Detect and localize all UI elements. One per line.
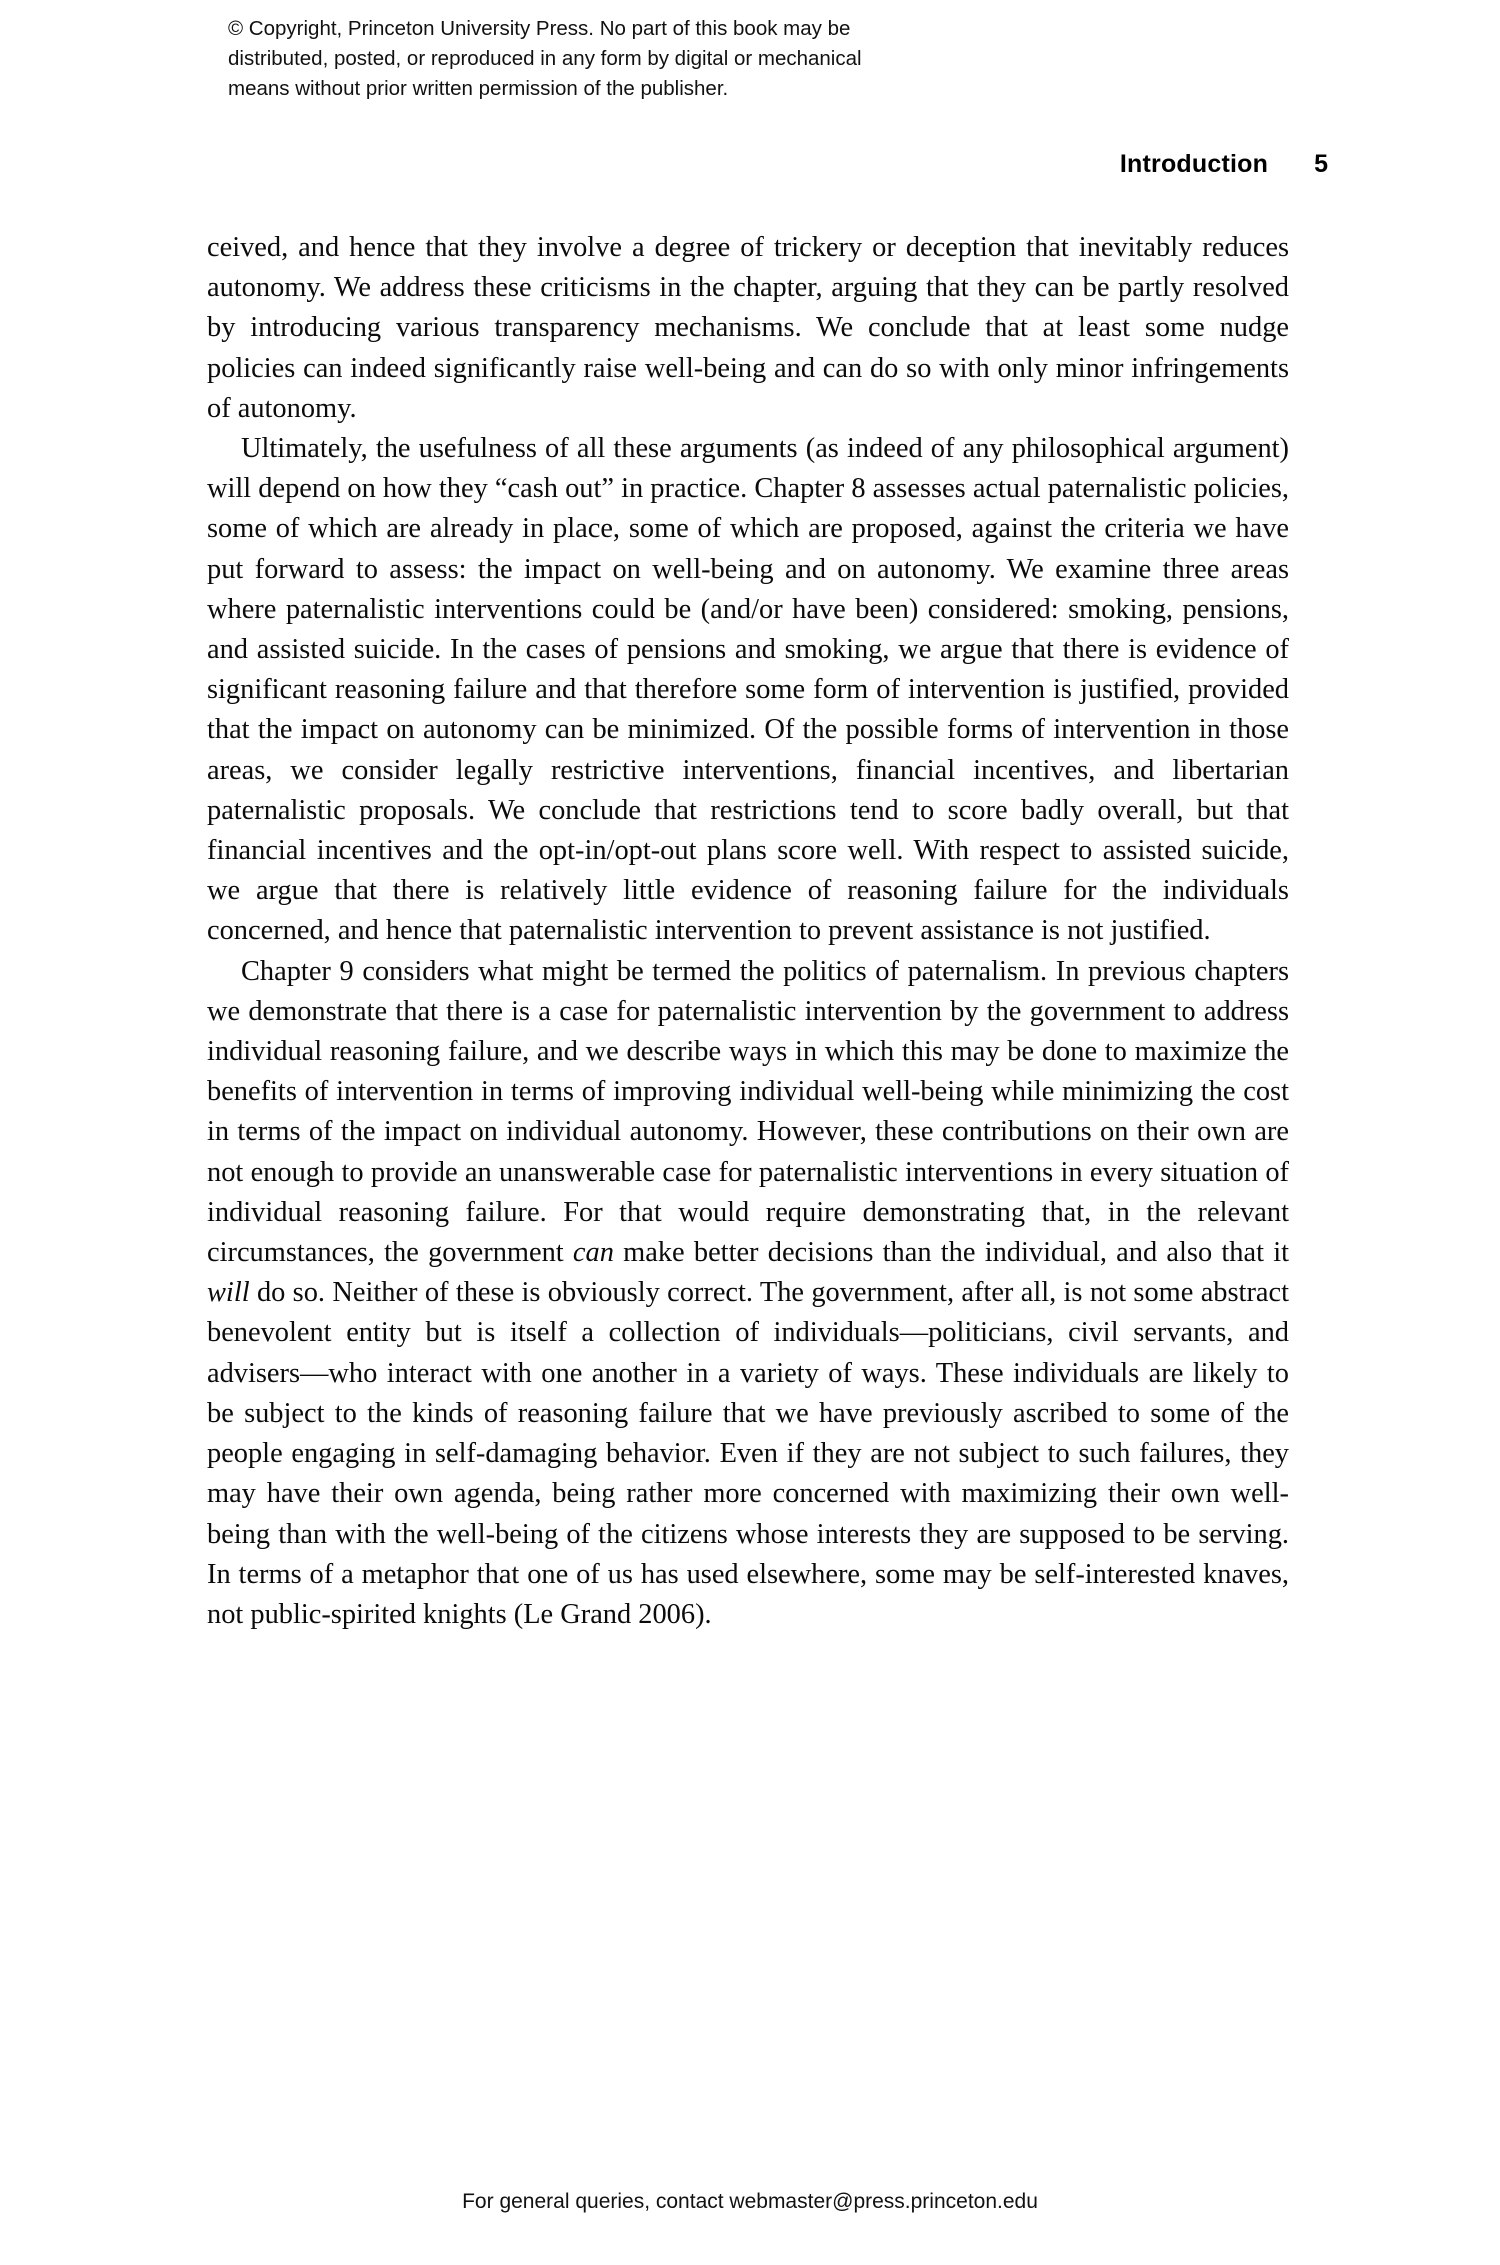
paragraph-continuation: ceived, and hence that they involve a degree of trickery or deception that inevitably reduces autonomy. We address these criticisms in the chapter, arguing that they can be partly resolved by introducing various transparency mechanisms. We conclude that at least some nudge policies can indeed significantly raise well-being and can do so with only minor infringements of autonomy. bbox=[207, 232, 1289, 424]
paragraph-3-segment-b: make better decisions than the individual, and also that it bbox=[613, 1237, 1289, 1269]
running-head-title: Introduction bbox=[1119, 150, 1269, 178]
copyright-notice bbox=[228, 14, 1068, 104]
footer-queries-note: For general queries, contact webmaster@press.princeton.edu bbox=[462, 2190, 1038, 2213]
body-text-column bbox=[207, 228, 1289, 1635]
copyright-line-3: means without prior written permission of the publisher. bbox=[228, 77, 729, 100]
paragraph-ultimately: Ultimately, the usefulness of all these arguments (as indeed of any philosophical argument) will depend on how they “cash out” in practice. Chapter 8 assesses actual paternalistic policies, some of which are already in place, some of which are proposed, against the criteria we have put forward to assess: the impact on well-being and on autonomy. We examine three areas where paternalistic interventions could be (and/or have been) considered: smoking, pensions, and assisted suicide. In the cases of pensions and smoking, we argue that there is evidence of significant reasoning failure and that therefore some form of intervention is justified, provided that the impact on autonomy can be minimized. Of the possible forms of intervention in those areas, we consider legally restrictive interventions, financial incentives, and libertarian paternalistic proposals. We conclude that restrictions tend to score badly overall, but that financial incentives and the opt-in/opt-out plans score well. With respect to assisted suicide, we argue that there is relatively little evidence of reasoning failure for the individuals concerned, and hence that paternalistic intervention to prevent assistance is not justified. bbox=[207, 433, 1289, 947]
paragraph-3-segment-c: do so. Neither of these is obviously correct. The government, after all, is not some abstract benevolent entity but is itself a collection of individuals—politicians, civil servants, and advisers—who interact with one another in a variety of ways. These individuals are likely to be subject to the kinds of reasoning failure that we have previously ascribed to some of the people engaging in self-damaging behavior. Even if they are not subject to such failures, they may have their own agenda, being rather more concerned with maximizing their own well-being than with the well-being of the citizens whose interests they are supposed to be serving. In terms of a metaphor that one of us has used elsewhere, some may be self-interested knaves, not public-spirited knights (Le Grand 2006). bbox=[207, 1277, 1289, 1630]
copyright-line-2: distributed, posted, or reproduced in any form by digital or mechanical bbox=[228, 47, 862, 70]
running-head bbox=[1120, 150, 1328, 179]
paragraph-chapter-nine bbox=[207, 952, 1289, 1635]
page-number: 5 bbox=[1314, 150, 1328, 178]
emphasis-will: will bbox=[207, 1277, 250, 1309]
paragraph-3-segment-a: Chapter 9 considers what might be termed the politics of paternalism. In previous chapters we demonstrate that there is a case for paternalistic intervention by the government to address individual reasoning failure, and we describe ways in which this may be done to maximize the benefits of intervention in terms of improving individual well-being while minimizing the cost in terms of the impact on individual autonomy. However, these contributions on their own are not enough to provide an unanswerable case for paternalistic interventions in every situation of individual reasoning failure. For that would require demonstrating that, in the relevant circumstances, the government bbox=[207, 955, 1289, 1269]
copyright-line-1: © Copyright, Princeton University Press. No part of this book may be bbox=[228, 17, 851, 40]
emphasis-can: can bbox=[572, 1237, 614, 1269]
